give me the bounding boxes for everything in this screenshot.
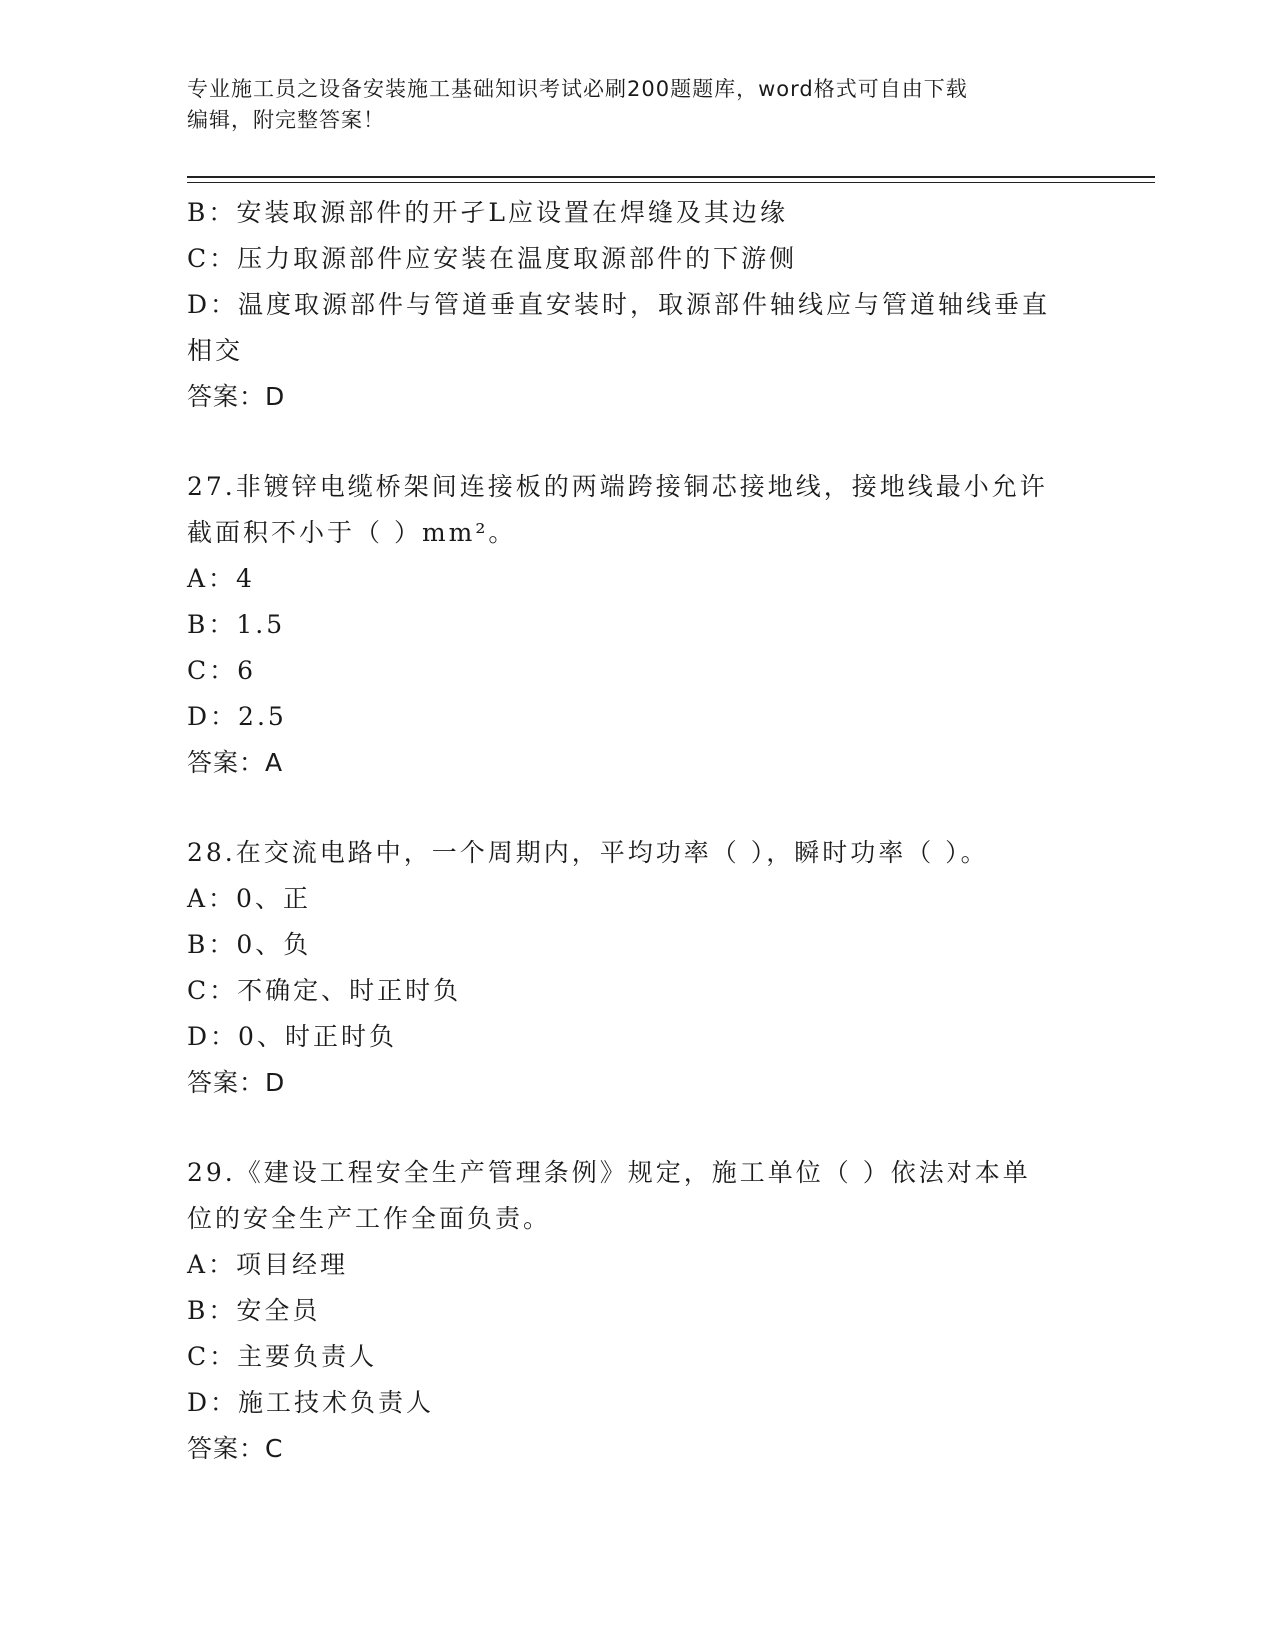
spacer (187, 420, 1087, 464)
question-27 (187, 464, 1087, 786)
spacer (187, 1106, 1087, 1150)
header-title-line-1: 专业施工员之设备安装施工基础知识考试必刷200题题库，word格式可自由下载 (187, 77, 968, 101)
option-c: C：压力取源部件应安装在温度取源部件的下游侧 (187, 244, 798, 273)
option-c: C：不确定、时正时负 (187, 976, 462, 1005)
option-b: B：0、负 (187, 930, 312, 959)
header-divider-thick (187, 176, 1155, 178)
option-a: A：4 (187, 564, 255, 593)
header-title-line-2: 编辑，附完整答案！ (187, 108, 385, 132)
question-list (187, 190, 1087, 1472)
answer-line: 答案：C (187, 1434, 284, 1463)
question-stem-continued: 截面积不小于（ ）mm²。 (187, 518, 517, 547)
option-d: D：2.5 (187, 702, 287, 731)
document-header (187, 74, 1087, 136)
question-28 (187, 830, 1087, 1106)
option-d: D：0、时正时负 (187, 1022, 397, 1051)
option-c: C：主要负责人 (187, 1342, 378, 1371)
option-a: A：0、正 (187, 884, 311, 913)
question-29 (187, 1150, 1087, 1472)
option-a: A：项目经理 (187, 1250, 349, 1279)
question-stem-continued: 位的安全生产工作全面负责。 (187, 1204, 552, 1233)
option-b: B：1.5 (187, 610, 286, 639)
answer-line: 答案：D (187, 382, 286, 411)
option-d-continued: 相交 (187, 336, 244, 365)
question-stem: 28.在交流电路中，一个周期内，平均功率（ ），瞬时功率（ ）。 (187, 838, 989, 867)
question-stem: 29.《建设工程安全生产管理条例》规定，施工单位（ ）依法对本单 (187, 1158, 1031, 1187)
option-d: D：施工技术负责人 (187, 1388, 435, 1417)
question-stem: 27.非镀锌电缆桥架间连接板的两端跨接铜芯接地线，接地线最小允许 (187, 472, 1048, 501)
question-26-continued (187, 190, 1087, 420)
spacer (187, 786, 1087, 830)
answer-line: 答案：D (187, 1068, 286, 1097)
answer-line: 答案：A (187, 748, 284, 777)
option-d: D：温度取源部件与管道垂直安装时，取源部件轴线应与管道轴线垂直 (187, 290, 1051, 319)
option-b: B：安全员 (187, 1296, 321, 1325)
header-divider-thin (187, 182, 1155, 183)
option-b: B：安装取源部件的开孑L应设置在焊缝及其边缘 (187, 198, 788, 227)
option-c: C：6 (187, 656, 257, 685)
